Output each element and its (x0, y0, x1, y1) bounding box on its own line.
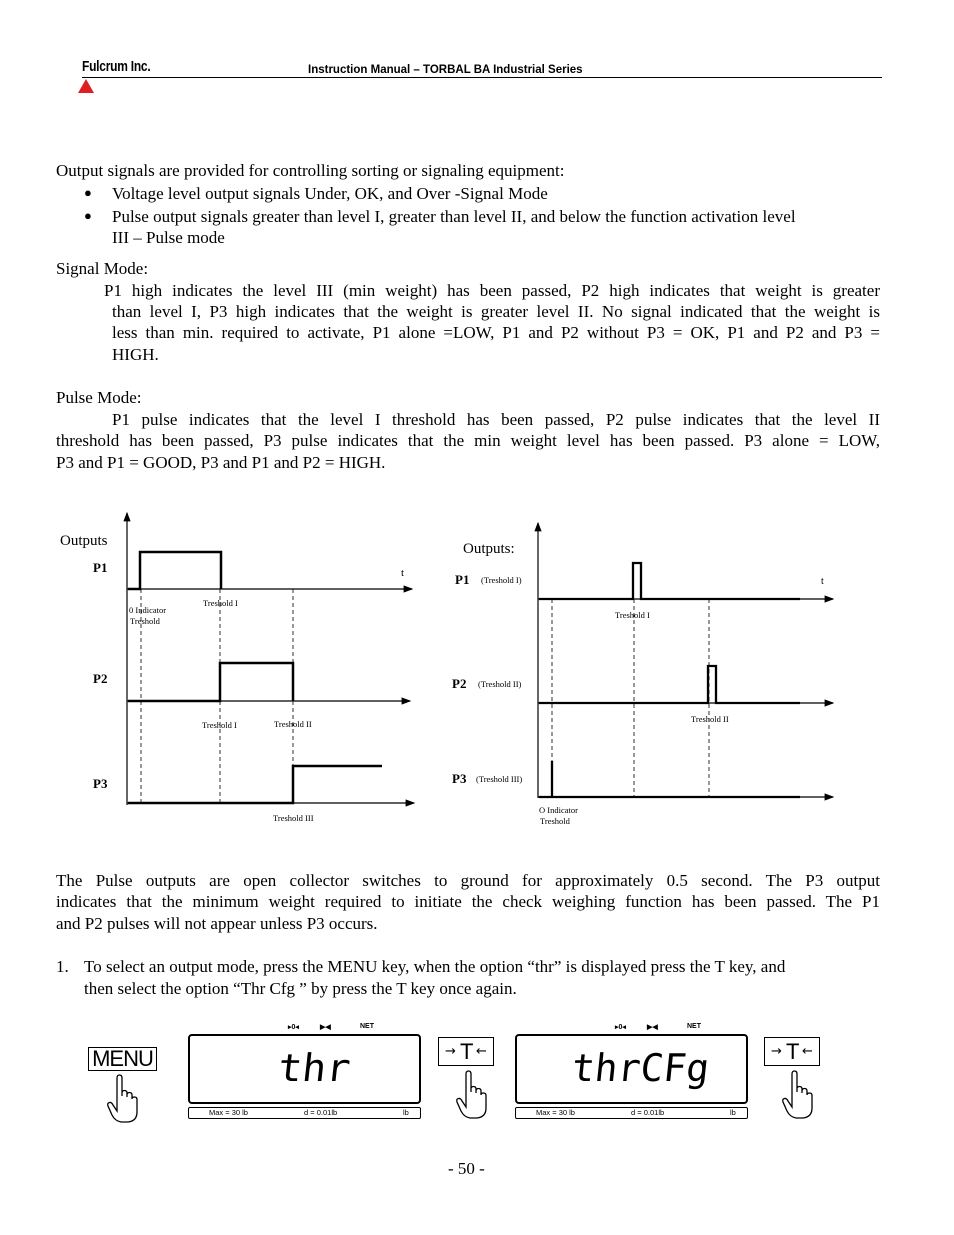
bullet-icon: ● (84, 208, 92, 223)
intro-text: Output signals are provided for controlling sorting or signaling equipment: (56, 161, 565, 180)
pulse-mode-line: threshold has been passed, P3 pulse indicates that the min weight level has been passed. P3 alone = LOW, (56, 431, 880, 450)
press-hand-icon (781, 1070, 815, 1120)
header-title: Instruction Manual – TORBAL BA Industrial Series (308, 64, 583, 76)
p1-pulse (539, 563, 800, 599)
treshold-i-label: Treshold I (615, 610, 650, 620)
net-indicator: NET (360, 1023, 374, 1030)
tare-key-label: T (460, 1039, 474, 1064)
stable-indicator-icon: ▶◀ (647, 1024, 658, 1031)
p2-sub-label: (Treshold II) (478, 679, 522, 689)
division: d = 0.01lb (631, 1108, 665, 1117)
p2-pulse (539, 666, 800, 703)
treshold-label: Treshold (130, 616, 160, 626)
bullet-2: Pulse output signals greater than level I, greater than level II, and below the function activation level (112, 207, 796, 226)
lcd-footer (188, 1107, 421, 1119)
outputs-label: Outputs (60, 533, 108, 549)
p2-label: P2 (93, 671, 108, 686)
p1-label: P1 (455, 572, 470, 587)
bullet-1: Voltage level output signals Under, OK, and Over -Signal Mode (112, 184, 548, 203)
treshold-ii-label: Treshold II (274, 719, 312, 729)
treshold-i-label: Treshold I (202, 720, 237, 730)
lcd-display-thrcfg (515, 1022, 749, 1122)
p3-pulse (539, 761, 800, 797)
press-hand-icon (106, 1074, 140, 1124)
zero-indicator-icon: ▸0◂ (288, 1024, 299, 1031)
lcd-footer (515, 1107, 748, 1119)
signal-mode-line: less than min. required to activate, P1 alone =LOW, P1 and P2 without P3 = OK, P1 and P2 and P3 = (112, 323, 880, 342)
pulse-mode-line: P3 and P1 = GOOD, P3 and P1 and P2 = HIGH. (56, 453, 386, 472)
unit: lb (403, 1108, 409, 1117)
step-text-line: To select an output mode, press the MENU key, when the option “thr” is displayed press the T key, and (84, 957, 786, 976)
header-rule (82, 77, 882, 78)
p1-sub-label: (Treshold I) (481, 575, 522, 585)
zero-indicator-label: O Indicator (539, 805, 578, 815)
tare-key-label: T (786, 1039, 800, 1064)
treshold-iii-label: Treshold III (273, 813, 314, 823)
arrow-left-icon: ← (802, 1044, 813, 1059)
time-label: t (401, 567, 405, 579)
pulse-mode-timing-diagram (445, 515, 845, 835)
arrow-right-icon: → (771, 1044, 782, 1059)
menu-key[interactable]: MENU (88, 1047, 157, 1071)
signal-mode-line: P1 high indicates the level III (min weight) has been passed, P2 high indicates that weight is greater (104, 281, 880, 300)
treshold-ii-label: Treshold II (691, 714, 729, 724)
pulse-mode-line: P1 pulse indicates that the level I threshold has been passed, P2 pulse indicates that the level II (112, 410, 880, 429)
lcd-value: thrCFg (569, 1046, 712, 1090)
pulse-mode-heading: Pulse Mode: (56, 388, 142, 407)
step-text-line: then select the option “Thr Cfg ” by press the T key once again. (84, 979, 517, 998)
lcd-value: thr (275, 1046, 353, 1090)
pulse-note-line: and P2 pulses will not appear unless P3 occurs. (56, 914, 378, 933)
time-label: t (821, 576, 824, 587)
unit: lb (730, 1108, 736, 1117)
lcd-screen (188, 1034, 421, 1104)
signal-mode-timing-diagram (50, 505, 430, 835)
bullet-icon: ● (84, 185, 92, 200)
outputs-label: Outputs: (463, 541, 515, 557)
pulse-note-line: indicates that the minimum weight required to initiate the check weighing function has been passed. The P1 (56, 892, 880, 911)
step-number: 1. (56, 957, 69, 976)
p3-label: P3 (93, 776, 108, 791)
p1-waveform (128, 552, 221, 589)
division: d = 0.01lb (304, 1108, 338, 1117)
net-indicator: NET (687, 1023, 701, 1030)
tare-key[interactable] (764, 1037, 820, 1066)
p3-sub-label: (Treshold III) (476, 774, 523, 784)
p2-waveform (128, 663, 293, 701)
treshold-i-label: Treshold I (203, 598, 238, 608)
lcd-screen (515, 1034, 748, 1104)
bullet-2-cont: III – Pulse mode (112, 228, 225, 247)
max-capacity: Max = 30 lb (209, 1108, 248, 1117)
p1-label: P1 (93, 560, 108, 575)
stable-indicator-icon: ▶◀ (320, 1024, 331, 1031)
pulse-note-line: The Pulse outputs are open collector switches to ground for approximately 0.5 second. The P3 output (56, 871, 880, 890)
p2-label: P2 (452, 676, 467, 691)
signal-mode-line: than level I, P3 high indicates that the weight is greater level II. No signal indicated that the weight is (112, 302, 880, 321)
company-logo-text: Fulcrum Inc. (82, 58, 151, 75)
max-capacity: Max = 30 lb (536, 1108, 575, 1117)
p3-waveform (128, 766, 382, 803)
arrow-left-icon: ← (476, 1044, 487, 1059)
zero-indicator-icon: ▸0◂ (615, 1024, 626, 1031)
press-hand-icon (455, 1070, 489, 1120)
tare-key[interactable] (438, 1037, 494, 1066)
treshold-label: Treshold (540, 816, 570, 826)
p3-label: P3 (452, 771, 467, 786)
arrow-right-icon: → (445, 1044, 456, 1059)
logo-triangle-icon (78, 79, 94, 93)
signal-mode-heading: Signal Mode: (56, 259, 149, 278)
lcd-display-thr (188, 1022, 422, 1122)
page-number: - 50 - (448, 1159, 485, 1178)
zero-indicator-label: 0 Indicator (129, 605, 167, 615)
signal-mode-line: HIGH. (112, 345, 159, 364)
